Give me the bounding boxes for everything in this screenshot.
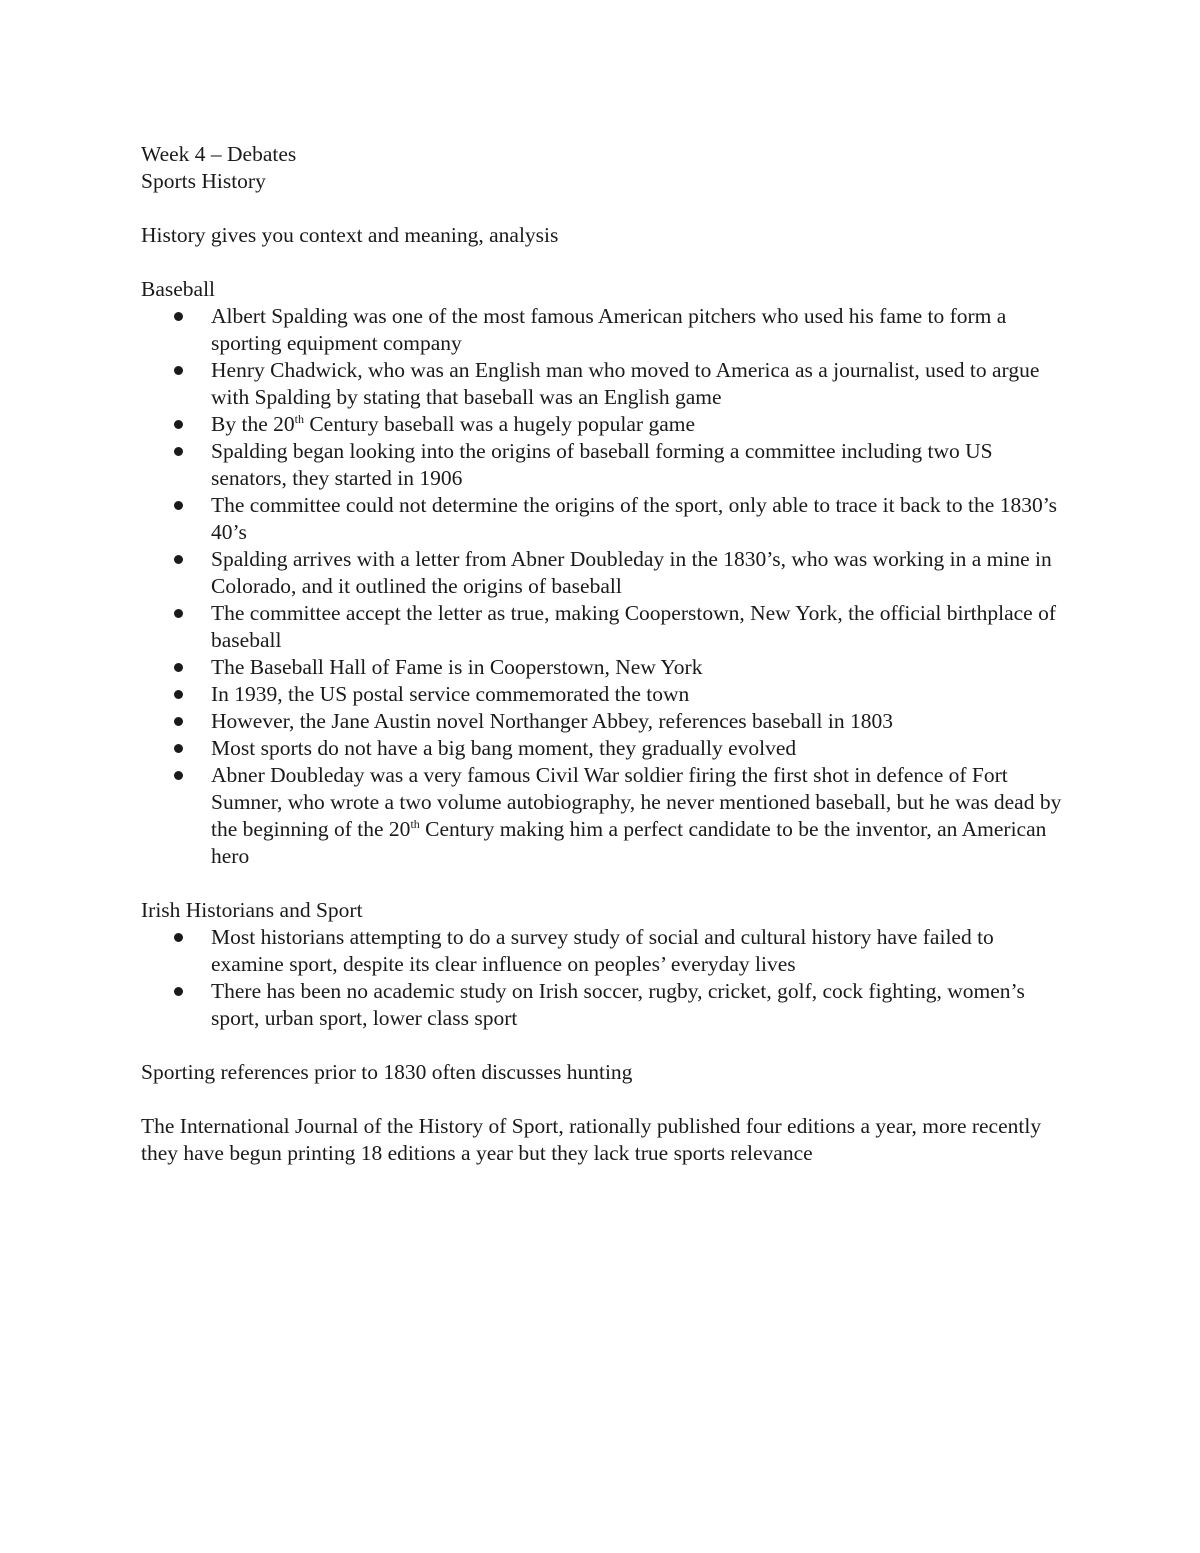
bullet-icon: [174, 717, 183, 726]
list-item: [141, 762, 1071, 870]
ordinal-superscript: th: [294, 412, 304, 426]
bullet-icon: [174, 744, 183, 753]
list-item: [141, 546, 1071, 600]
bullet-icon: [174, 555, 183, 564]
document-title: Week 4 – Debates: [141, 142, 297, 166]
bullet-icon: [174, 771, 183, 780]
list-item: [141, 978, 1071, 1032]
bullet-icon: [174, 933, 183, 942]
list-item: [141, 492, 1071, 546]
spacer: [141, 870, 1071, 897]
list-item-text: Spalding began looking into the origins of baseball forming a committee including two US senators, they started in 1906: [211, 439, 993, 490]
bullet-icon: [174, 447, 183, 456]
list-item-text: In 1939, the US postal service commemorated the town: [211, 682, 690, 706]
document-page: [141, 141, 1071, 1167]
bullet-icon: [174, 312, 183, 321]
bullet-icon: [174, 501, 183, 510]
intro-paragraph: History gives you context and meaning, analysis: [141, 223, 559, 247]
list-item: [141, 411, 1071, 438]
list-item-text: Spalding arrives with a letter from Abner Doubleday in the 1830’s, who was working in a mine in Colorado, and it outlined the origins of baseball: [211, 547, 1052, 598]
list-item-text: [211, 763, 1061, 868]
list-item-text: There has been no academic study on Irish soccer, rugby, cricket, golf, cock fighting, women’s sport, urban sport, lower class sport: [211, 979, 1025, 1030]
list-item-text: [211, 412, 695, 436]
bullet-icon: [174, 690, 183, 699]
bullet-icon: [174, 609, 183, 618]
list-item-text: Albert Spalding was one of the most famous American pitchers who used his fame to form a sporting equipment company: [211, 304, 1007, 355]
list-item: [141, 708, 1071, 735]
list-item-text: The Baseball Hall of Fame is in Cooperstown, New York: [211, 655, 703, 679]
irish-bullet-list: [141, 924, 1071, 1032]
list-item: [141, 357, 1071, 411]
list-item: [141, 303, 1071, 357]
body-paragraph: The International Journal of the History of Sport, rationally published four editions a year, more recently they have begun printing 18 editions a year but they lack true sports relevance: [141, 1114, 1042, 1165]
list-item: [141, 924, 1071, 978]
bullet-icon: [174, 663, 183, 672]
list-item-text: The committee accept the letter as true, making Cooperstown, New York, the official birthplace of baseball: [211, 601, 1057, 652]
list-item: [141, 654, 1071, 681]
list-item-text: The committee could not determine the origins of the sport, only able to trace it back to the 1830’s 40’s: [211, 493, 1058, 544]
list-item: [141, 681, 1071, 708]
spacer: [141, 1032, 1071, 1059]
section-heading-irish: Irish Historians and Sport: [141, 898, 363, 922]
list-item-text-part: Abner Doubleday was a very famous Civil War soldier firing the first shot in defence of Fort Sumner, who wrote a two volume autobiography, he never mentioned baseball, but he was dead by the beginning of the 20: [211, 763, 1062, 841]
spacer: [141, 195, 1071, 222]
bullet-icon: [174, 420, 183, 429]
list-item-text-part: By the 20: [211, 412, 295, 436]
spacer: [141, 1086, 1071, 1113]
list-item-text-part: Century baseball was a hugely popular game: [303, 412, 696, 436]
list-item: [141, 600, 1071, 654]
list-item-text-part: Century making him a perfect candidate to be the inventor, an American hero: [211, 817, 1047, 868]
list-item: [141, 735, 1071, 762]
bullet-icon: [174, 987, 183, 996]
list-item-text: Most sports do not have a big bang moment, they gradually evolved: [211, 736, 797, 760]
list-item: [141, 438, 1071, 492]
list-item-text: However, the Jane Austin novel Northanger Abbey, references baseball in 1803: [211, 709, 893, 733]
section-heading-baseball: Baseball: [141, 277, 216, 301]
body-paragraph: Sporting references prior to 1830 often discusses hunting: [141, 1060, 633, 1084]
list-item-text: Henry Chadwick, who was an English man who moved to America as a journalist, used to argue with Spalding by stating that baseball was an English game: [211, 358, 1040, 409]
spacer: [141, 249, 1071, 276]
ordinal-superscript: th: [410, 817, 420, 831]
baseball-bullet-list: [141, 303, 1071, 870]
list-item-text: Most historians attempting to do a survey study of social and cultural history have failed to examine sport, despite its clear influence on peoples’ everyday lives: [211, 925, 994, 976]
bullet-icon: [174, 366, 183, 375]
document-subtitle: Sports History: [141, 169, 266, 193]
